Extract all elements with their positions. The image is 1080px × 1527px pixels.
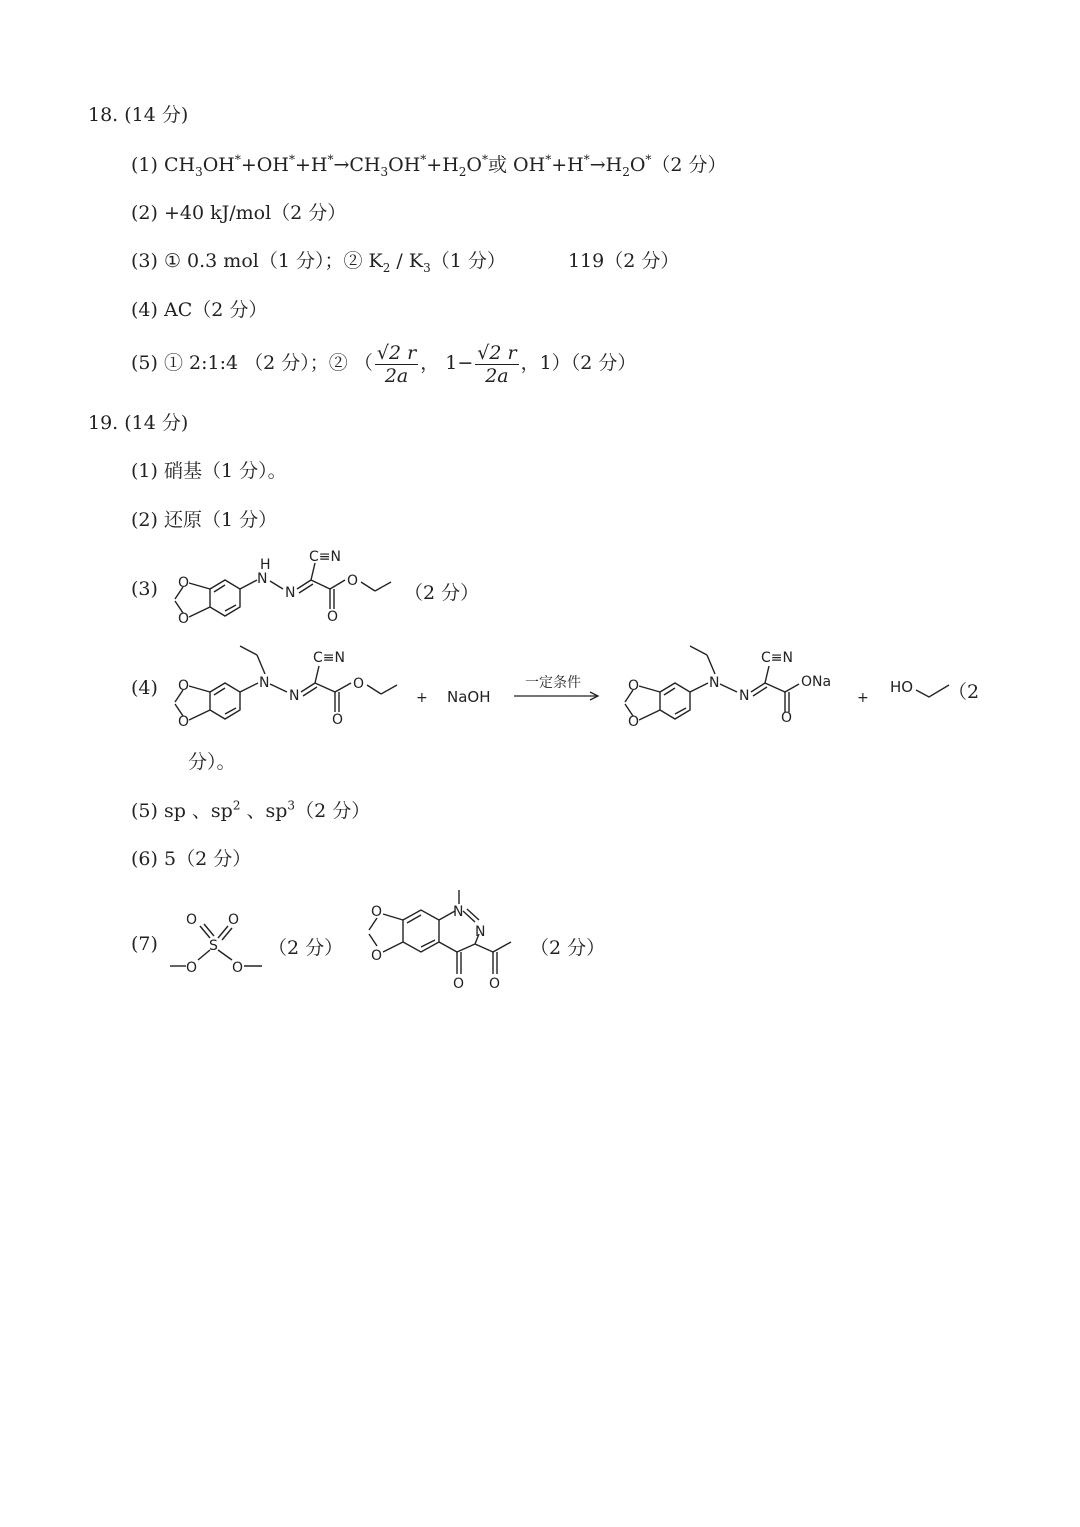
reaction-arrow <box>512 690 602 702</box>
atom-o: O <box>332 712 344 728</box>
atom-o: O <box>178 714 190 730</box>
answer-part-2: ② <box>328 352 348 374</box>
q19-header: 19. (14 分) <box>88 412 189 434</box>
score: （1 分）。 <box>201 460 287 482</box>
plus-sign: + <box>857 690 869 706</box>
naoh: NaOH <box>447 688 491 706</box>
atom-n: N <box>475 924 486 940</box>
atom-o: O <box>232 960 244 976</box>
answer-text: 5 <box>163 848 177 870</box>
open-paren: （ <box>353 352 373 374</box>
atom-o: O <box>781 710 793 726</box>
plus-sign: + <box>416 690 428 706</box>
answer-text: AC <box>163 299 193 321</box>
answer-part-3: 119 <box>567 250 605 272</box>
q19-answer-2 <box>131 505 277 532</box>
fraction-numerator: √2 r <box>477 341 517 364</box>
score: （2 分） <box>268 937 344 959</box>
atom-n: N <box>453 904 464 920</box>
atom-o: O <box>628 678 640 694</box>
atom-n: N <box>259 675 270 691</box>
atom-o: O <box>347 573 359 589</box>
atom-o: O <box>453 976 465 992</box>
atom-cn: C≡N <box>313 650 345 666</box>
one-minus: 1− <box>445 352 474 374</box>
atom-n: N <box>739 688 750 704</box>
score: （2 分） <box>192 299 268 321</box>
atom-o: O <box>327 609 339 625</box>
answer-label: (4) <box>131 299 158 321</box>
q19-answer-3-label: (3) <box>131 578 158 600</box>
q19-answer-5: (5) sp 、$sp^2$ 、$sp^3(2$ 分） <box>131 798 371 822</box>
answer-text: 硝基 <box>163 460 202 482</box>
q18-answer-1: (1) $CH_3OH^*+OH^*+H^*\to CH_3OH^*+H_2O^*$或 $OH^*+H^*\to H_2O^*(2$ 分） <box>131 152 727 179</box>
score: （1 分） <box>201 509 278 531</box>
score: （2 分） <box>244 352 310 374</box>
answer-label: (6) <box>131 848 158 870</box>
reactant-structure <box>165 640 405 735</box>
ethanol-ho: HO <box>890 678 914 696</box>
score: （1 分） <box>430 250 506 272</box>
answer-text: 还原 <box>163 509 202 531</box>
fraction-sqrt2r-over-2a <box>375 342 418 387</box>
q19-answer-1 <box>131 456 287 483</box>
answer-label: (1) <box>131 460 158 482</box>
atom-n: N <box>257 571 268 587</box>
q18-answer-5 <box>131 338 636 388</box>
score: （2 <box>948 681 980 703</box>
fraction-sqrt2r-over-2a <box>475 342 518 387</box>
answer-label: (1) <box>131 154 158 176</box>
atom-ona: ONa <box>801 674 832 690</box>
product-structure <box>615 640 855 735</box>
fraction-denominator: 2a <box>384 364 409 387</box>
score: （2 分） <box>404 582 480 604</box>
atom-o: O <box>178 678 190 694</box>
q18-answer-3: (3) ① 0.3 mol（1 分）；② $K_2 / K_3(1$ 分） 119（2 分） <box>131 250 680 275</box>
atom-o: O <box>628 714 640 730</box>
or-text: 或 <box>488 154 508 176</box>
atom-o: O <box>371 904 383 920</box>
q18-answer-4 <box>131 295 267 322</box>
atom-o: O <box>228 912 240 928</box>
comma: ， <box>420 352 440 374</box>
atom-n: N <box>289 688 300 704</box>
score: （2 分） <box>295 800 371 822</box>
score: （2 分） <box>530 937 606 959</box>
atom-o: O <box>353 676 365 692</box>
atom-cn: C≡N <box>761 650 793 666</box>
score: （2 分） <box>271 202 347 224</box>
answer-label: (3) <box>131 250 158 272</box>
atom-n: N <box>709 675 720 691</box>
q19-answer-6 <box>131 844 251 871</box>
fraction-numerator: √2 r <box>376 341 417 364</box>
atom-o: O <box>489 976 501 992</box>
close-paren: ，1） <box>520 352 571 374</box>
score: （2 分） <box>651 154 727 176</box>
atom-o: O <box>371 948 383 964</box>
answer-label: (2) <box>131 202 158 224</box>
cinnolinone-structure <box>355 890 535 1000</box>
atom-n: N <box>285 585 296 601</box>
q19-answer-7-label: (7) <box>131 933 158 955</box>
atom-o: O <box>178 611 190 627</box>
atom-o: O <box>186 912 198 928</box>
score: （2 分） <box>176 848 252 870</box>
score-continued: 分）。 <box>188 751 236 773</box>
fraction-denominator: 2a <box>485 364 509 387</box>
q18-answer-2 <box>131 198 346 225</box>
answer-part-1: ① 2:1:4 <box>163 352 239 374</box>
atom-h: H <box>260 557 271 573</box>
dimethyl-sulfate-structure <box>168 910 268 975</box>
answer-text: +40 kJ/mol <box>163 202 272 224</box>
atom-cn: C≡N <box>309 549 341 565</box>
answer-label: (5) <box>131 800 158 822</box>
q18-header: 18. (14 分) <box>88 104 189 126</box>
answer-label: (5) <box>131 352 158 374</box>
q19-answer-4-label: (4) <box>131 677 158 699</box>
score: （2 分） <box>604 250 680 272</box>
separator: ； <box>309 352 329 374</box>
score: （2 分） <box>570 352 637 374</box>
atom-o: O <box>178 575 190 591</box>
atom-o: O <box>186 960 198 976</box>
atom-s: S <box>209 938 218 954</box>
separator: ； <box>324 250 344 272</box>
answer-label: (2) <box>131 509 158 531</box>
score: （1 分） <box>258 250 325 272</box>
answer-part-1: ① 0.3 mol <box>163 250 259 272</box>
reaction-condition: 一定条件 <box>525 675 581 691</box>
